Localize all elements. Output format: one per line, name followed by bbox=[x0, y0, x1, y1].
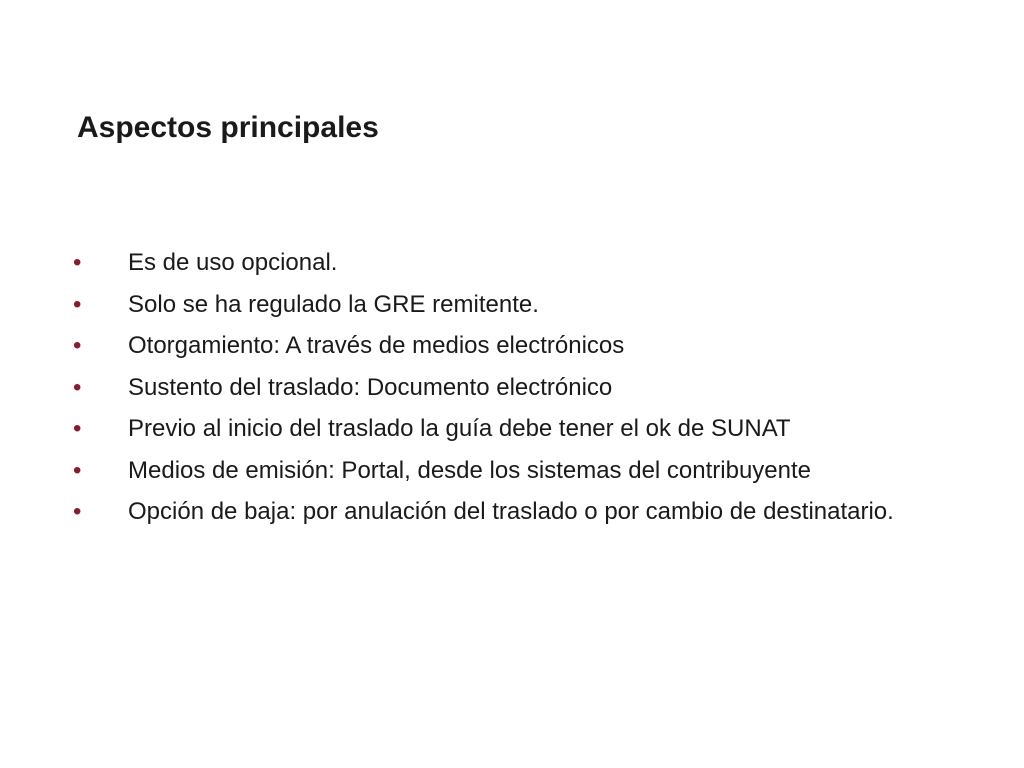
list-item bbox=[73, 371, 963, 404]
slide-title: Aspectos principales bbox=[77, 111, 379, 144]
bullet-icon: • bbox=[73, 415, 82, 442]
list-item bbox=[73, 246, 963, 279]
bullet-icon: • bbox=[73, 498, 82, 525]
list-item-text: Es de uso opcional. bbox=[128, 249, 338, 276]
list-item-text: Sustento del traslado: Documento electrónico bbox=[128, 373, 613, 401]
list-item bbox=[73, 412, 963, 445]
bullet-icon: • bbox=[73, 332, 82, 359]
list-item-text: Medios de emisión: Portal, desde los sistemas del contribuyente bbox=[128, 456, 812, 484]
bullet-icon: • bbox=[73, 456, 82, 484]
list-item bbox=[73, 454, 963, 487]
bullet-list bbox=[73, 246, 963, 537]
bullet-icon: • bbox=[73, 249, 82, 276]
list-item-text: Otorgamiento: A través de medios electrónicos bbox=[128, 332, 625, 359]
list-item bbox=[73, 329, 963, 362]
list-item-text: Previo al inicio del traslado la guía debe tener el ok de SUNAT bbox=[128, 415, 791, 442]
bullet-icon: • bbox=[73, 290, 82, 318]
bullet-icon: • bbox=[73, 373, 82, 401]
list-item bbox=[73, 288, 963, 321]
list-item-text: Opción de baja: por anulación del traslado o por cambio de destinatario. bbox=[128, 498, 894, 525]
list-item-text: Solo se ha regulado la GRE remitente. bbox=[128, 290, 539, 318]
list-item bbox=[73, 495, 963, 528]
